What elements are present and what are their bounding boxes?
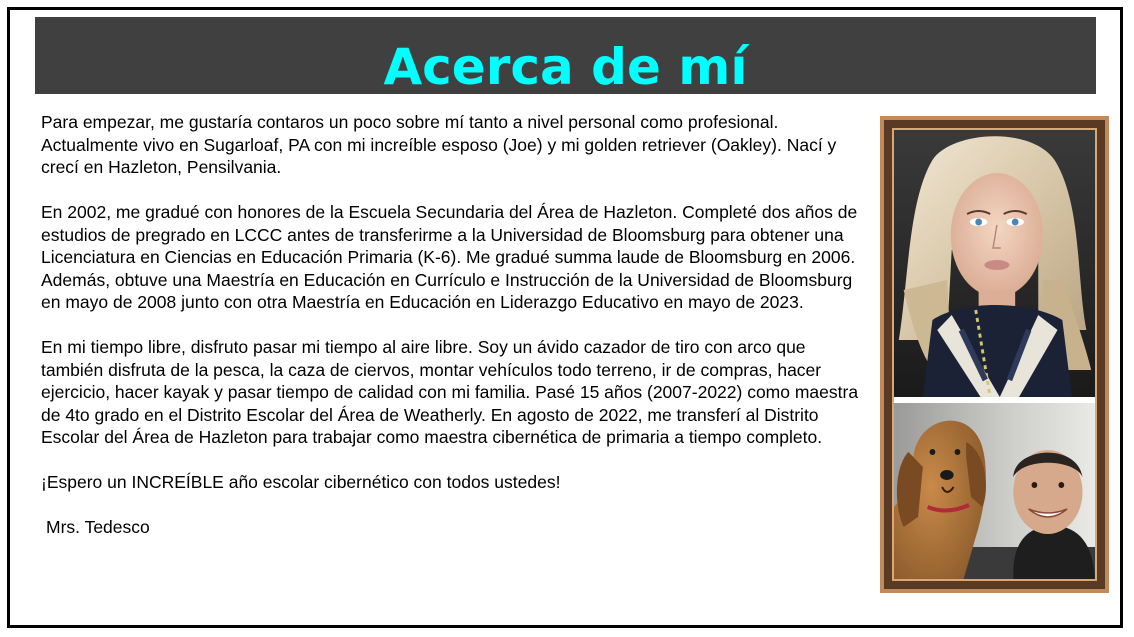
signature: Mrs. Tedesco: [46, 517, 150, 537]
paragraph-closing: ¡Espero un INCREÍBLE año escolar cibernético con todos ustedes!: [41, 472, 561, 492]
page-title: Acerca de mí: [383, 38, 748, 94]
slide: [7, 7, 1123, 628]
photo-frame-inner: [892, 128, 1097, 581]
paragraph-intro: Para empezar, me gustaría contaros un poco sobre mí tanto a nivel personal como profesional. Actualmente vivo en Sugarloaf, PA con mi increíble esposo (Joe) y mi golden retriever (Oakley). Nací y crecí en Hazleton, Pensilvania.: [41, 112, 837, 177]
paragraph-education: En 2002, me gradué con honores de la Escuela Secundaria del Área de Hazleton. Completé dos años de estudios de pregrado en LCCC antes de transferirme a la Universidad de Bloomsburg para obtener una Licenciatura en Ciencias en Educación Primaria (K-6). Me gradué summa laude de Bloomsburg en 2006. Además, obtuve una Maestría en Educación en Currículo e Instrucción de la Universidad de Bloomsburg en mayo de 2008 junto con otra Maestría en Educación en Liderazgo Educativo en mayo de 2023.: [41, 202, 858, 312]
paragraph-free-time: En mi tiempo libre, disfruto pasar mi tiempo al aire libre. Soy un ávido cazador de tiro con arco que también disfruta de la pesca, la caza de ciervos, montar vehículos todo terreno, ir de compras, hacer ejercicio, hacer kayak y pasar tiempo de calidad con mi familia. Pasé 15 años (2007-2022) como maestra de 4to grado en el Distrito Escolar del Área de Weatherly. En agosto de 2022, me transferí al Distrito Escolar del Área de Hazleton para trabajar como maestra cibernética de primaria a tiempo completo.: [41, 337, 859, 447]
family-photo: [894, 397, 1095, 581]
body-text: [41, 111, 871, 561]
title-bar: [35, 17, 1096, 94]
photo-frame: [880, 116, 1109, 593]
portrait-photo: [894, 130, 1095, 397]
